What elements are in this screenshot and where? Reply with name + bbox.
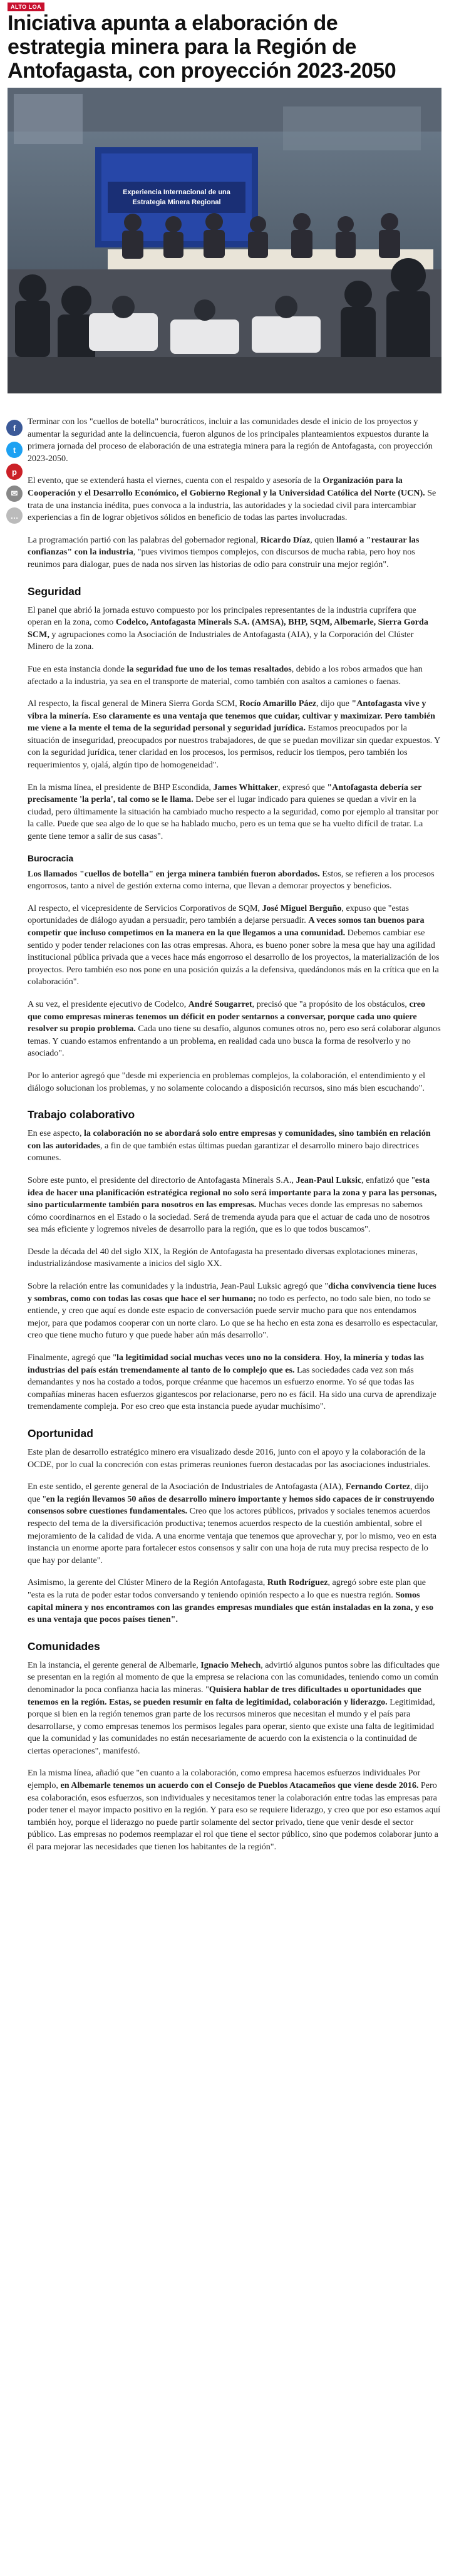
section-heading: Comunidades: [28, 1639, 100, 1653]
article-paragraph: La programación partió con las palabras del gobernador regional, Ricardo Díaz, quien llamó a "restaurar las confianzas" con la industria, "pues vivimos tiempos complejos, con discursos de mucha rabia, pero hoy nos reunimos para dialogar, pues de nada nos sirven las historias de odio para construir una mejor región".: [28, 534, 420, 569]
section-heading: Oportunidad: [28, 1427, 93, 1440]
article-paragraph: Desde la década del 40 del siglo XIX, la Región de Antofagasta ha presentado diversas explotaciones mineras, industrializándose masivamente a inicios del siglo XX.: [28, 1246, 418, 1269]
article-paragraph: En la instancia, el gerente general de Albemarle, Ignacio Mehech, advirtió algunos puntos sobre las dificultades que se presentan en la región al momento de que la empresa se relaciona con las comunidades, teniendo como un común denominador la poca confianza hacia las mineras. "Quisiera hablar de tres dificultades u oportunidades que tenemos en la región. Estas, se pueden resumir en falta de legitimidad, colaboración y liderazgo. Legitimidad, porque si bien en la región tenemos gran parte de los recursos mineros que necesitan el mundo y el país para desarrollarse, y como empresas tenemos los permisos legales para operar, siento que existe una falta de legitimidad que la comunidad y las comunidades no están necesariamente de acuerdo con la existencia o la continuidad de ciertas operaciones", manifestó.: [28, 1659, 440, 1756]
more-share-icon[interactable]: …: [6, 507, 23, 524]
article-paragraph: Al respecto, el vicepresidente de Servicios Corporativos de SQM, José Miguel Berguño, expuso que "estas oportunidades de diálogo ayudan a persuadir, pero también a dejarse persuadir. A veces somos tan buenos para competir que incluso competimos en la manera en la que llegamos a una comunidad. Debemos cambiar ese sentido y poder tender relaciones con las otras empresas. Ahora, es bueno poner sobre la mesa que hay una agilidad institucional pública privada que a veces hace más engorroso el desarrollo de los proyectos, la materialización de los proyectos. Pero también eso nos pone en una posición quizás a la defensiva, quedándonos más en la crítica que en la colaboración".: [28, 903, 440, 987]
article-paragraph: En la misma línea, añadió que "en cuanto a la colaboración, como empresa hacemos esfuerzos individuales Por ejemplo, en Albemarle tenemos un acuerdo con el Consejo de Pueblos Atacameños que viene desde 2016. Pero esa colaboración, esos esfuerzos, son individuales y necesitamos tener la colaboración entre todas las empresas para poder tener el mayor impacto positivo en la región. Y para eso se requiere liderazgo, y creo que por eso estamos aquí también hoy, porque el liderazgo no puede partir solamente del sector privado, tiene que venir desde el sector público. Las empresas no podemos reemplazar el rol que tiene el sector público, sino que podemos colaborar junto a él para mejorar las necesidades que tienen los habitantes de la región".: [28, 1768, 441, 1852]
article-paragraph: Fue en esta instancia donde la seguridad fue uno de los temas resaltados, debido a los robos armados que han afectado a la industria, ya sea en el transporte de material, como también con asaltos a camiones o faenas.: [28, 663, 423, 687]
section-heading: Burocracia: [28, 853, 74, 863]
article-paragraph: Los llamados "cuellos de botella" en jerga minera también fueron abordados. Estos, se refieren a los procesos engorrosos, tanto a nivel de gestión externa como interna, que llevan a demorar proyectos y beneficios.: [28, 868, 435, 891]
twitter-icon[interactable]: t: [6, 442, 23, 458]
article-paragraph: En este sentido, el gerente general de la Asociación de Industriales de Antofagasta (AIA), Fernando Cortez, dijo que "en la región llevamos 50 años de desarrollo minero importante y hemos sido capaces de ir construyendo consensos sobre cuestiones fundamentales. Creo que los actores públicos, privados y sociales tenemos acuerdos respecto del tema de la diversificación productiva; tenemos acuerdos respecto de la cuestión ambiental, sobre el mejoramiento de la calidad de vida. A una enorme ventaja que tenemos que aprovechar y, por lo mismo, veo en esta instancia un enorme aporte para fortalecer estos consensos y salir con una hoja de ruta muy precisa respecto de lo que hay por delante".: [28, 1482, 437, 1566]
article-paragraph: El panel que abrió la jornada estuvo compuesto por los principales representantes de la industria cuprífera que operan en la zona, como Codelco, Antofagasta Minerals S.A. (AMSA), BHP, SQM, Albemarle, Sierra Gorda SCM, y agrupaciones como la Asociación de Industriales de Antofagasta (AIA), y la Corporación del Clúster Minero de la zona.: [28, 605, 428, 652]
article-paragraph: El evento, que se extenderá hasta el viernes, cuenta con el respaldo y asesoría de la Organización para la Cooperación y el Desarrollo Económico, el Gobierno Regional y la Universidad Católica del Norte (UCN). Se trata de una instancia inédita, pues convoca a la industria, las autoridades y la sociedad civil para intercambiar experiencias a fin de lograr objetivos sólidos en beneficio de todas las partes involucradas.: [28, 475, 436, 523]
article-paragraph: Terminar con los "cuellos de botella" burocráticos, incluir a las comunidades desde el inicio de los proyectos y aumentar la seguridad ante la delincuencia, fueron algunos de los principales planteamientos expuestos durante la primera jornada del proceso de elaboración de una estrategia minera para la región de Antofagasta, con proyección 2023-2050.: [28, 417, 433, 464]
article-photo: [8, 88, 441, 393]
article-body: [28, 416, 441, 1864]
svg-text:Experiencia Internacional de u: Experiencia Internacional de una: [123, 189, 230, 196]
article-paragraph: Sobre este punto, el presidente del directorio de Antofagasta Minerals S.A., Jean-Paul Luksic, enfatizó que "esta idea de hacer una planificación estratégica regional no solo será importante para la zona y para las personas, sino particularmente también para nosotros en las empresas. Muchas veces donde las empresas no sabemos cómo coordinarnos en el Estado o la sociedad. Será de tremenda ayuda para que el actuar de cada uno de nosotros sea más eficiente y logremos niveles de desarrollo para la región, que es lo que todos buscamos".: [28, 1175, 437, 1235]
article-paragraph: Al respecto, la fiscal general de Minera Sierra Gorda SCM, Rocío Amarillo Páez, dijo que "Antofagasta vive y vibra la minería. Eso claramente es una ventaja que tenemos que cuidar, cultivar y maximizar. Pero también me viene a la mente el tema de la seguridad personal y seguridad jurídica. Estamos preocupados por la situación de inseguridad, preocupados por nuestros trabajadores, de que se puedan movilizar sin quedar expuestos. Y con la seguridad jurídica, tener claridad en los procesos, los permisos, reducir los tiempos, pero también los requerimientos y, ojalá, algún tipo de homogeneidad".: [28, 699, 440, 771]
section-tag[interactable]: ALTO LOA: [8, 3, 44, 11]
article-paragraph: En ese aspecto, la colaboración no se abordará solo entre empresas y comunidades, sino también en relación con las autoridades, a fin de que también estas últimas puedan garantizar el desarrollo minero bajo directrices comunes.: [28, 1128, 431, 1163]
section-heading: Trabajo colaborativo: [28, 1108, 135, 1121]
email-icon[interactable]: ✉: [6, 486, 23, 502]
conference-photo: [8, 88, 441, 393]
article-paragraph: A su vez, el presidente ejecutivo de Codelco, André Sougarret, precisó que "a propósito de los obstáculos, creo que como empresas mineras tenemos un déficit en poder sentarnos a conversar, porque cada uno quiere resolver su propio problema. Cada uno tiene su desafío, algunos comunes otros no, pero eso será colaborar algunos temas. Y cuando estamos enfrentando a un problema, en realidad cada uno busca la forma de resolverlo y no asociado".: [28, 999, 441, 1059]
article-paragraph: Asimismo, la gerente del Clúster Minero de la Región Antofagasta, Ruth Rodríguez, agregó sobre este plan que "esta es la ruta de poder estar todos conversando y teniendo opinión respecto a lo que es nuestra región. Somos capital minera y nos encontramos con las grandes empresas mundiales que están instaladas en la zona, y eso es una ventaja que pocos países tienen".: [28, 1577, 434, 1625]
article-paragraph: En la misma línea, el presidente de BHP Escondida, James Whittaker, expresó que "Antofagasta debería ser precisamente 'la perla', tal como se le llama. Debe ser el lugar indicado para quienes se quedan a vivir en la ciudad, pero últimamente la situación ha cambiado mucho respecto a la seguridad, como por ejemplo al transitar por la calle. Puede que sea algo de lo que se ha hablado mucho, pero es un tema que se ha vuelto difícil de tratar. La gente tiene temor a salir de sus casas".: [28, 782, 439, 842]
svg-text:Estrategia Minera Regional: Estrategia Minera Regional: [132, 199, 221, 206]
share-bar: [6, 420, 24, 529]
facebook-icon[interactable]: f: [6, 420, 23, 436]
article-paragraph: Por lo anterior agregó que "desde mi experiencia en problemas complejos, la colaboración, el entendimiento y el diálogo solucionan los problemas, y no solamente colocando a disposición recursos, sino más bien escuchando".: [28, 1070, 426, 1093]
article-paragraph: Finalmente, agregó que "la legitimidad social muchas veces uno no la considera. Hoy, la minería y todas las industrias del país están tremendamente al tanto de lo complejo que es. Las sociedades cada vez son más demandantes y nos ha costado a todos, porque créanme que hacemos un esfuerzo enorme. Yo sé que todas las compañías mineras hacen esfuerzos gigantescos por relacionarse, pero no es fácil. Ha sido una curva de aprendizaje tremendamente compleja. Por eso creo que esta instancia puede ayudar muchísimo".: [28, 1353, 436, 1412]
section-heading: Seguridad: [28, 584, 81, 598]
article-paragraph: Sobre la relación entre las comunidades y la industria, Jean-Paul Luksic agregó que "dicha convivencia tiene luces y sombras, como con todas las cosas que hace el ser humano; no todo es perfecto, no todo sale bien, no todo se entiende, y creo que aquí es donde este espacio de conversación puede servir mucho para que nos entendamos mejor, para que podamos cooperar con un norte claro. Lo que se ha hecho en esta zona es desarrollo es espectacular, creo que tiene mucho futuro y que puede haber aún más desarrollo".: [28, 1281, 438, 1341]
article-headline: Iniciativa apunta a elaboración de estrategia minera para la Región de Antofagasta, con proyección 2023-2050: [8, 11, 396, 83]
pinterest-icon[interactable]: p: [6, 464, 23, 480]
article-paragraph: Este plan de desarrollo estratégico minero era visualizado desde 2016, junto con el apoyo y la colaboración de la OCDE, por lo cual la concreción con estas primeras reuniones fueron destacadas por las asociaciones industriales.: [28, 1447, 430, 1470]
